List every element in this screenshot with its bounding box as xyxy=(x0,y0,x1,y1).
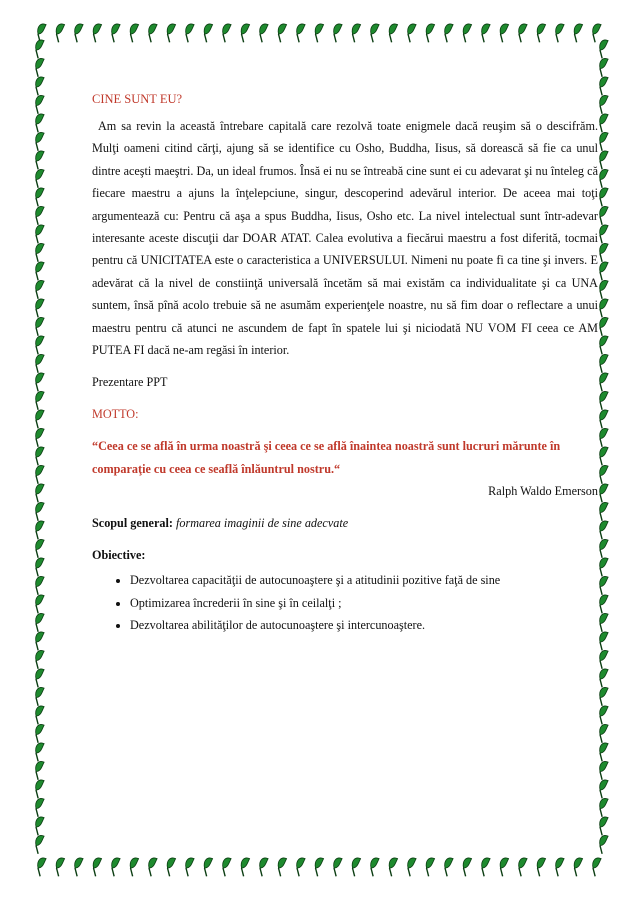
border-leaf xyxy=(384,22,404,42)
border-leaf xyxy=(30,519,50,539)
motto-author: Ralph Waldo Emerson xyxy=(488,484,598,499)
border-leaf xyxy=(594,686,614,706)
border-leaf xyxy=(347,22,367,42)
border-leaf xyxy=(30,556,50,576)
border-leaf xyxy=(180,22,200,42)
border-leaf xyxy=(30,38,50,58)
border-leaf xyxy=(513,22,533,42)
border-leaf xyxy=(32,856,52,876)
border-leaf xyxy=(30,538,50,558)
border-leaf xyxy=(236,856,256,876)
border-leaf xyxy=(458,856,478,876)
border-leaf xyxy=(30,112,50,132)
border-leaf xyxy=(30,612,50,632)
border-leaf xyxy=(587,22,607,42)
border-leaf xyxy=(51,856,71,876)
border-leaf xyxy=(32,22,52,42)
border-leaf xyxy=(594,57,614,77)
border-leaf xyxy=(30,131,50,151)
list-item: • Dezvoltarea capacităţii de autocunoaştere şi a atitudinii pozitive faţă de sine xyxy=(130,572,598,590)
border-leaf xyxy=(365,22,385,42)
border-leaf xyxy=(532,22,552,42)
border-leaf xyxy=(30,815,50,835)
border-leaf xyxy=(30,205,50,225)
border-leaf xyxy=(88,856,108,876)
border-leaf xyxy=(495,856,515,876)
border-leaf xyxy=(30,741,50,761)
border-leaf xyxy=(495,22,515,42)
border-leaf xyxy=(162,856,182,876)
border-leaf xyxy=(125,856,145,876)
border-leaf xyxy=(569,856,589,876)
border-leaf xyxy=(30,186,50,206)
border-leaf xyxy=(30,279,50,299)
border-leaf xyxy=(30,260,50,280)
border-leaf xyxy=(30,334,50,354)
objectives-label: Obiective: xyxy=(92,548,146,563)
border-leaf xyxy=(513,856,533,876)
border-leaf xyxy=(30,760,50,780)
border-leaf xyxy=(594,667,614,687)
border-leaf xyxy=(30,149,50,169)
border-leaf xyxy=(30,630,50,650)
border-leaf xyxy=(594,815,614,835)
general-scope-label: Scopul general: xyxy=(92,516,173,531)
border-leaf xyxy=(217,22,237,42)
border-leaf xyxy=(254,22,274,42)
border-leaf xyxy=(30,686,50,706)
border-leaf xyxy=(30,501,50,521)
border-leaf xyxy=(550,856,570,876)
border-leaf xyxy=(30,297,50,317)
border-leaf xyxy=(30,57,50,77)
body-paragraph: Am sa revin la această întrebare capitală care rezolvă toate enigmele dacă reuşim să o descifrăm. Mulţi oameni citind cărţi, ajung să se identifice cu Osho, Buddha, Iisus, să dorească să fie ca unul dintre aceşti maeştri. Da, un ideal frumos. Însă ei nu se întreabă cine sunt ei cu adevarat şi nu înteleg că fiecare maestru a ajuns la înţelepciune, singur, descoperind adevărul interior. De aceea mai toţi argumentează cu: Pentru că aşa a spus Buddha, Iisus, Osho etc. La nivel intelectual sunt într-adevar interesante aceste discuţii dar DOAR ATAT. Calea evolutiva a fiecărui maestru a fost diferită, tocmai pentru că UNICITATEA este o caracteristica a UNIVERSULUI. Nimeni nu poate fi ca tine şi invers. E adevărat că la nivel de constiinţă universală încetăm să mai existăm ca individualitate şi ca UNA suntem, însă pînă acolo trebuie să ne asumăm experienţele noastre, nu să fim doar o reflectare a unui maestru pentru că atunci ne ascundem de fapt în spatele lui şi niciodată NU VOM FI ceea ce AM PUTEA FI dacă ne-am regăsi în interior. xyxy=(92,119,598,358)
border-leaf xyxy=(550,22,570,42)
border-leaf xyxy=(594,704,614,724)
border-leaf xyxy=(30,723,50,743)
list-item: • Optimizarea încrederii în sine şi în ceilalţi ; xyxy=(130,595,598,613)
motto-label: MOTTO: xyxy=(92,407,139,422)
border-leaf xyxy=(69,856,89,876)
border-leaf xyxy=(328,856,348,876)
border-leaf xyxy=(217,856,237,876)
motto-quote: “Ceea ce se află în urma noastră şi ceea ce se află înaintea noastră sunt lucruri mărunte în comparaţie cu ceea ce seaflă înlăuntrul nostru.“ xyxy=(92,439,561,476)
border-leaf xyxy=(30,834,50,854)
border-leaf xyxy=(291,22,311,42)
border-leaf xyxy=(594,834,614,854)
border-leaf xyxy=(594,741,614,761)
border-leaf xyxy=(106,856,126,876)
border-leaf xyxy=(143,22,163,42)
border-leaf xyxy=(143,856,163,876)
border-leaf xyxy=(51,22,71,42)
border-leaf xyxy=(421,856,441,876)
list-item: • Dezvoltarea abilităţilor de autocunoaştere şi intercunoaştere. xyxy=(130,617,598,635)
border-leaf xyxy=(236,22,256,42)
border-leaf xyxy=(476,856,496,876)
border-leaf xyxy=(125,22,145,42)
objectives-list xyxy=(92,572,598,635)
border-leaf xyxy=(199,856,219,876)
border-leaf xyxy=(30,75,50,95)
border-leaf xyxy=(273,856,293,876)
border-leaf xyxy=(30,778,50,798)
general-scope xyxy=(92,512,598,534)
border-leaf xyxy=(594,38,614,58)
border-leaf xyxy=(30,408,50,428)
border-leaf xyxy=(69,22,89,42)
border-leaf xyxy=(594,649,614,669)
border-leaf xyxy=(30,94,50,114)
border-leaf xyxy=(569,22,589,42)
border-leaf xyxy=(328,22,348,42)
border-leaf xyxy=(30,797,50,817)
border-leaf xyxy=(30,390,50,410)
border-leaf xyxy=(30,445,50,465)
border-leaf xyxy=(30,242,50,262)
border-leaf xyxy=(365,856,385,876)
border-leaf xyxy=(587,856,607,876)
border-leaf xyxy=(291,856,311,876)
border-leaf xyxy=(180,856,200,876)
border-leaf xyxy=(458,22,478,42)
border-leaf xyxy=(30,649,50,669)
border-leaf xyxy=(30,704,50,724)
border-leaf xyxy=(199,22,219,42)
border-leaf xyxy=(30,464,50,484)
border-leaf xyxy=(30,168,50,188)
border-leaf xyxy=(594,797,614,817)
border-leaf xyxy=(402,22,422,42)
border-leaf xyxy=(162,22,182,42)
presentation-label: Prezentare PPT xyxy=(92,375,168,390)
border-leaf xyxy=(30,575,50,595)
border-leaf xyxy=(384,856,404,876)
document-body xyxy=(92,92,598,640)
border-leaf xyxy=(532,856,552,876)
border-leaf xyxy=(594,723,614,743)
border-leaf xyxy=(30,482,50,502)
border-leaf xyxy=(106,22,126,42)
border-leaf xyxy=(30,667,50,687)
border-leaf xyxy=(30,593,50,613)
border-leaf xyxy=(254,856,274,876)
border-leaf xyxy=(421,22,441,42)
border-leaf xyxy=(347,856,367,876)
border-leaf xyxy=(439,856,459,876)
border-leaf xyxy=(476,22,496,42)
border-leaf xyxy=(30,223,50,243)
border-leaf xyxy=(310,856,330,876)
border-leaf xyxy=(439,22,459,42)
border-leaf xyxy=(402,856,422,876)
border-leaf xyxy=(594,760,614,780)
border-leaf xyxy=(30,316,50,336)
border-leaf xyxy=(594,778,614,798)
border-leaf xyxy=(30,371,50,391)
border-leaf xyxy=(310,22,330,42)
page-title: CINE SUNT EU? xyxy=(92,92,183,106)
border-leaf xyxy=(30,427,50,447)
general-scope-value: formarea imaginii de sine adecvate xyxy=(175,516,349,531)
border-leaf xyxy=(88,22,108,42)
border-leaf xyxy=(273,22,293,42)
border-leaf xyxy=(30,353,50,373)
